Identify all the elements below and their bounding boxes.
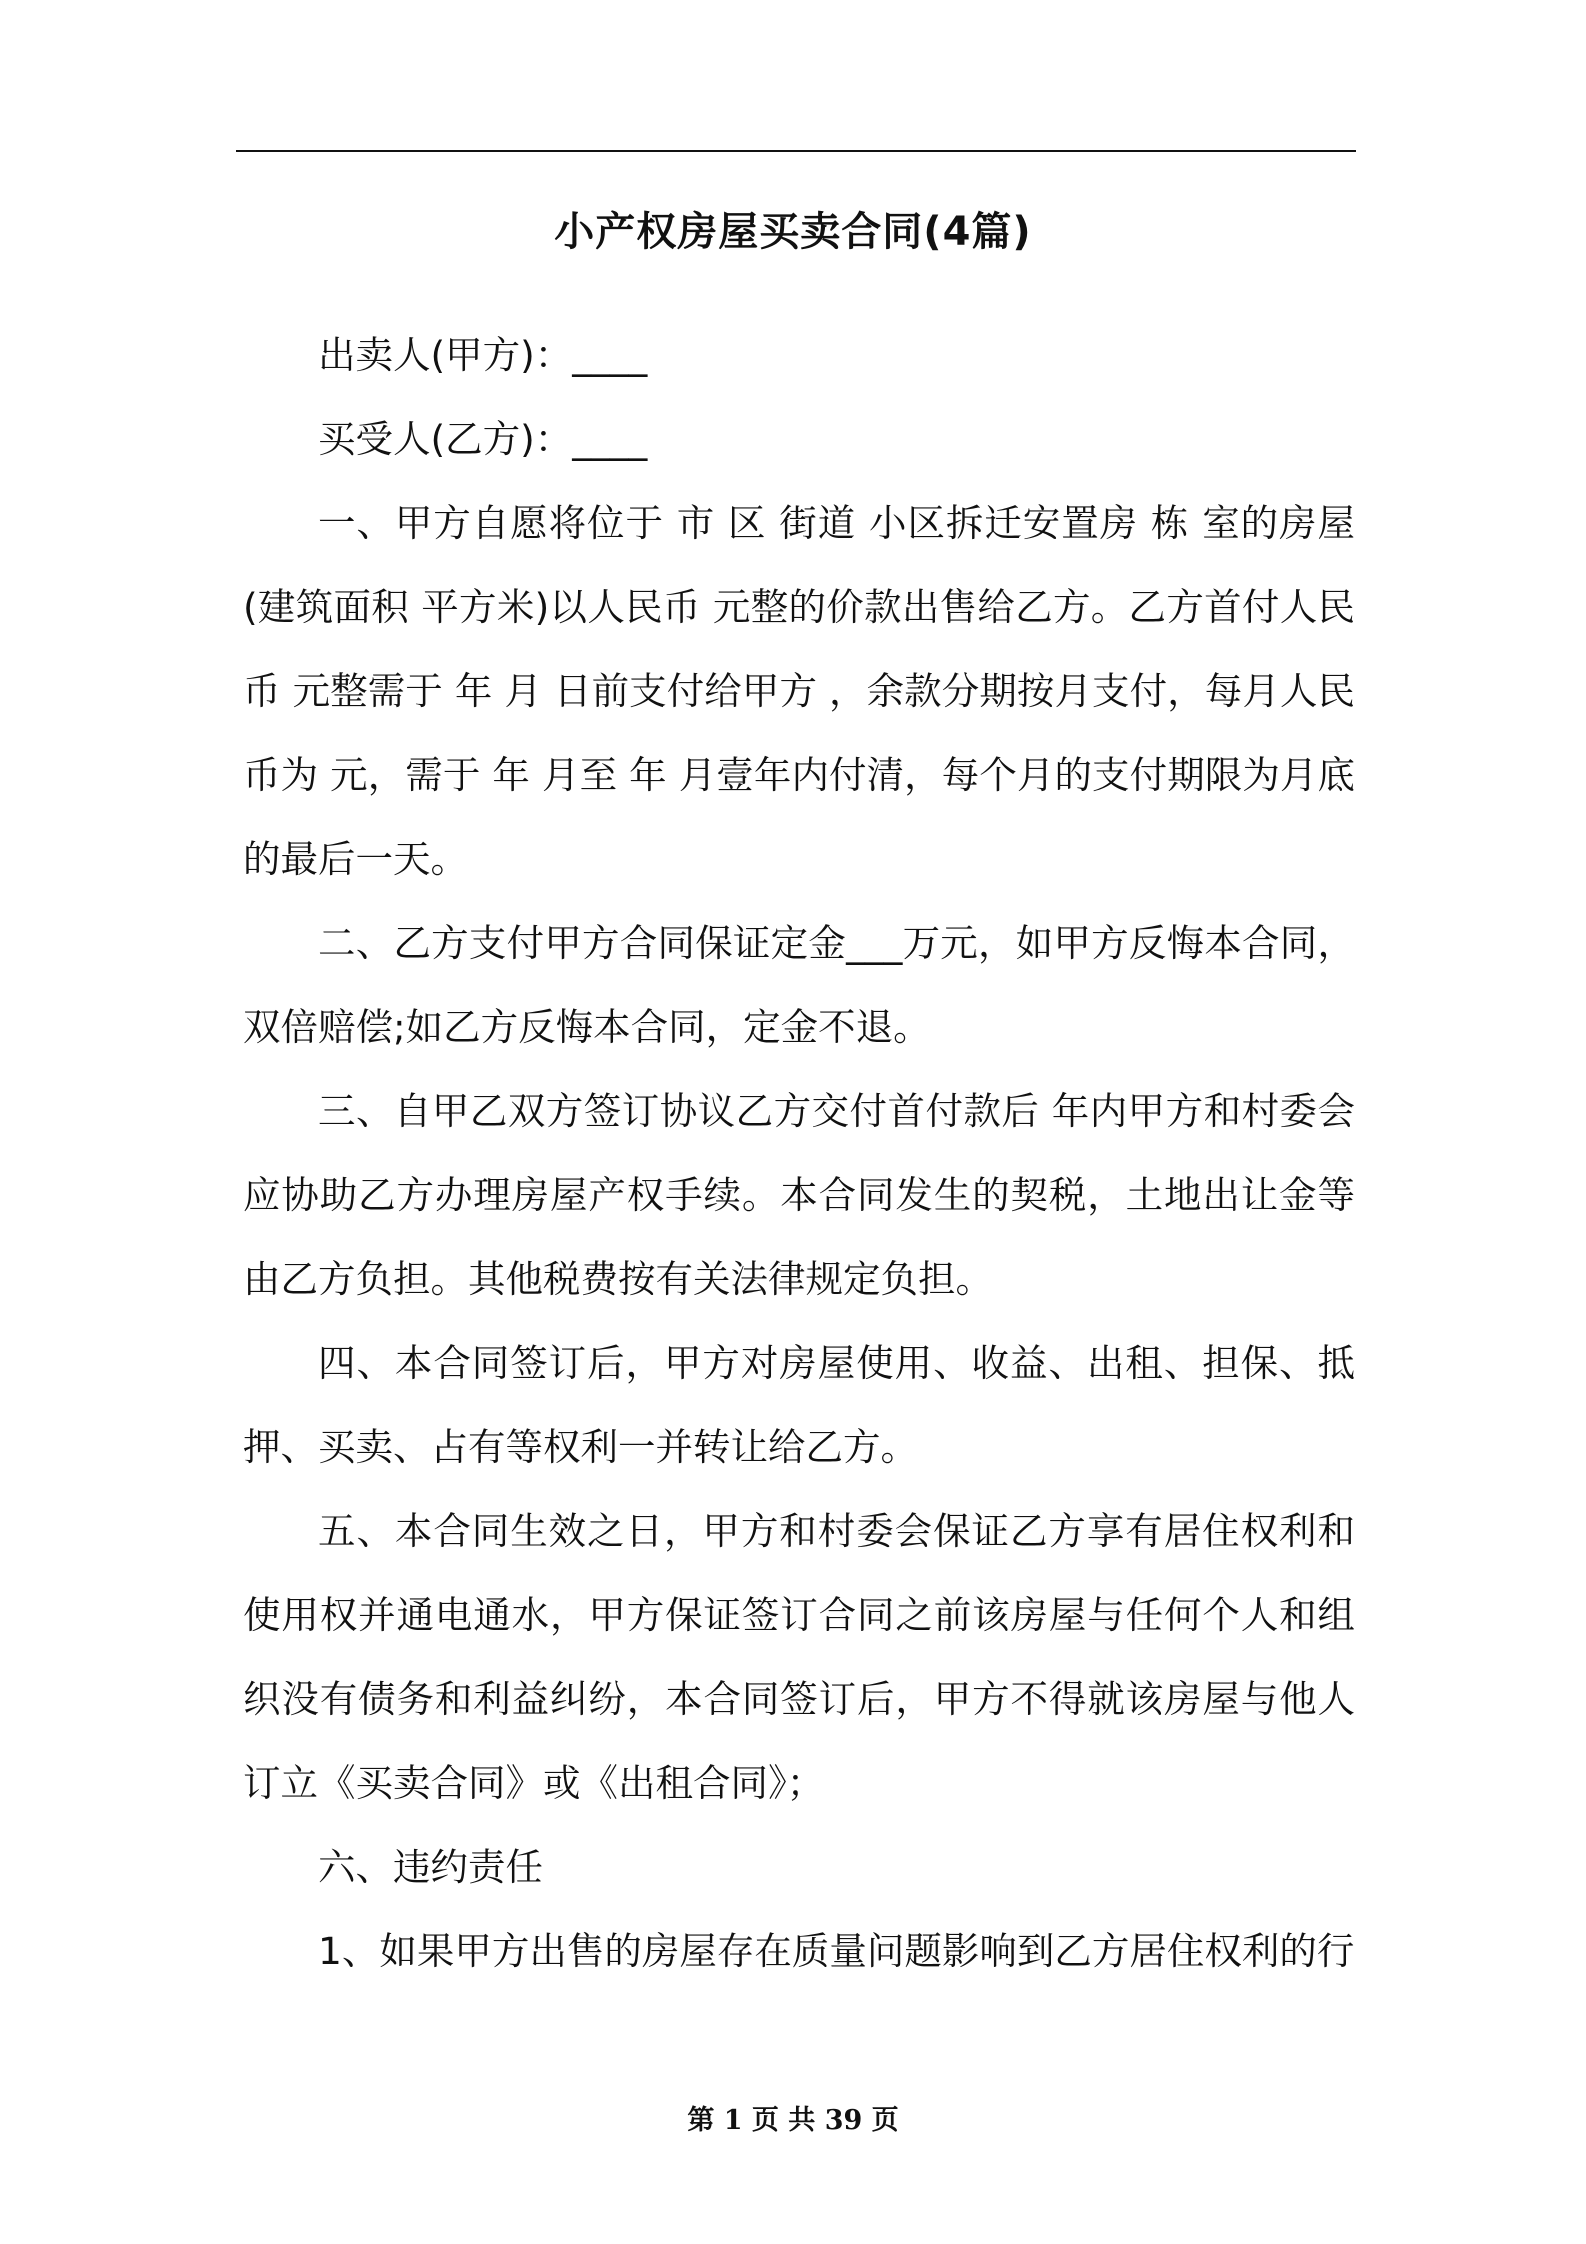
paragraph-clause-4: 四、本合同签订后，甲方对房屋使用、收益、出租、担保、抵押、买卖、占有等权利一并转让给乙方。 (243, 1341, 1355, 1469)
paragraph-clause-2: 二、乙方支付甲方合同保证定金___万元，如甲方反悔本合同，双倍赔偿;如乙方反悔本合同，定金不退。 (243, 921, 1355, 1049)
paragraph-clause-1: 一、甲方自愿将位于 市 区 街道 小区拆迁安置房 栋 室的房屋(建筑面积 平方米)以人民币 元整的价款出售给乙方。乙方首付人民币 元整需于 年 月 日前支付给甲方 ，余款分期按月支付，每月人民币为 元，需于 年 月至 年 月壹年内付清，每个月的支付期限为月底的最后一天。 (243, 501, 1355, 881)
header-rule (236, 150, 1356, 152)
paragraph-clause-6-heading: 六、违约责任 (318, 1845, 543, 1889)
document-body (243, 313, 1355, 1993)
paragraph-clause-5: 五、本合同生效之日，甲方和村委会保证乙方享有居住权利和使用权并通电通水，甲方保证签订合同之前该房屋与任何个人和组织没有债务和利益纠纷，本合同签订后，甲方不得就该房屋与他人订立《买卖合同》或《出租合同》； (243, 1509, 1355, 1805)
paragraph-clause-6-item-1: 1、如果甲方出售的房屋存在质量问题影响到乙方居住权利的行 (318, 1929, 1355, 1973)
document-title: 小产权房屋买卖合同(4篇) (554, 209, 1032, 255)
page-number: 第 1 页 共 39 页 (687, 2105, 899, 2136)
paragraph-clause-3: 三、自甲乙双方签订协议乙方交付首付款后 年内甲方和村委会应协助乙方办理房屋产权手续。本合同发生的契税，土地出让金等由乙方负担。其他税费按有关法律规定负担。 (243, 1089, 1355, 1301)
paragraph-seller: 出卖人(甲方)：____ (318, 333, 648, 377)
paragraph-buyer: 买受人(乙方)：____ (318, 417, 648, 461)
